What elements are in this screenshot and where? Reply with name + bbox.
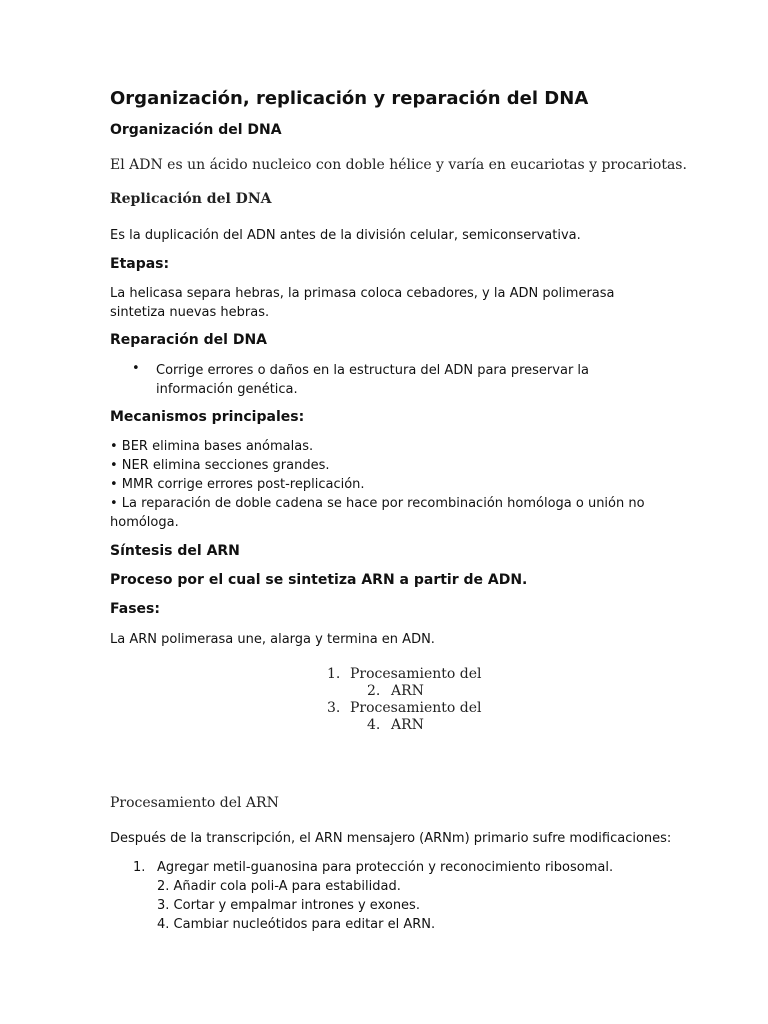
mecanismos-list xyxy=(110,437,670,532)
bullet-dot: • xyxy=(132,361,140,376)
centered-list-text: ARN xyxy=(391,683,424,699)
paragraph-replicacion: Es la duplicación del ADN antes de la división celular, semiconservativa. xyxy=(110,228,581,243)
paragraph-organizacion: El ADN es un ácido nucleico con doble hélice y varía en eucariotas y procariotas. xyxy=(110,157,687,173)
heading-organizacion: Organización del DNA xyxy=(110,122,282,138)
centered-list-text: Procesamiento del xyxy=(350,700,482,716)
heading-fases: Fases: xyxy=(110,601,160,617)
centered-list-num: 4. xyxy=(367,717,381,733)
list-item: 3. Cortar y empalmar intrones y exones. xyxy=(157,898,420,913)
list-item: • La reparación de doble cadena se hace por recombinación homóloga o unión no homóloga. xyxy=(110,496,645,530)
centered-list-num: 3. xyxy=(327,700,341,716)
document-title: Organización, replicación y reparación del DNA xyxy=(110,88,589,109)
heading-reparacion: Reparación del DNA xyxy=(110,332,268,348)
list-item: 4. Cambiar nucleótidos para editar el ARN. xyxy=(157,917,436,932)
paragraph-fases: La ARN polimerasa une, alarga y termina en ADN. xyxy=(110,632,435,647)
bullet-reparacion: Corrige errores o daños en la estructura del ADN para preservar la información genética. xyxy=(156,363,589,397)
list-item: Agregar metil-guanosina para protección y reconocimiento ribosomal. xyxy=(157,860,614,875)
centered-list-text: ARN xyxy=(391,717,424,733)
heading-procesamiento: Procesamiento del ARN xyxy=(110,795,279,811)
paragraph-etapas: La helicasa separa hebras, la primasa coloca cebadores, y la ADN polimerasa sintetiza nuevas hebras. xyxy=(110,286,615,320)
list-number: 1. xyxy=(133,860,146,875)
list-item: 2. Añadir cola poli-A para estabilidad. xyxy=(157,879,401,894)
list-item: • MMR corrige errores post-replicación. xyxy=(110,477,365,492)
centered-list-num: 2. xyxy=(367,683,381,699)
heading-etapas: Etapas: xyxy=(110,256,170,272)
heading-replicacion: Replicación del DNA xyxy=(110,191,272,207)
centered-list-text: Procesamiento del xyxy=(350,666,482,682)
list-item: • BER elimina bases anómalas. xyxy=(110,439,314,454)
heading-sintesis: Síntesis del ARN xyxy=(110,543,240,559)
subheading-sintesis: Proceso por el cual se sintetiza ARN a partir de ADN. xyxy=(110,572,528,588)
procesamiento-list xyxy=(157,877,657,934)
centered-list-num: 1. xyxy=(327,666,341,682)
heading-mecanismos: Mecanismos principales: xyxy=(110,409,305,425)
list-item: • NER elimina secciones grandes. xyxy=(110,458,330,473)
paragraph-procesamiento: Después de la transcripción, el ARN mensajero (ARNm) primario sufre modificaciones: xyxy=(110,831,672,846)
